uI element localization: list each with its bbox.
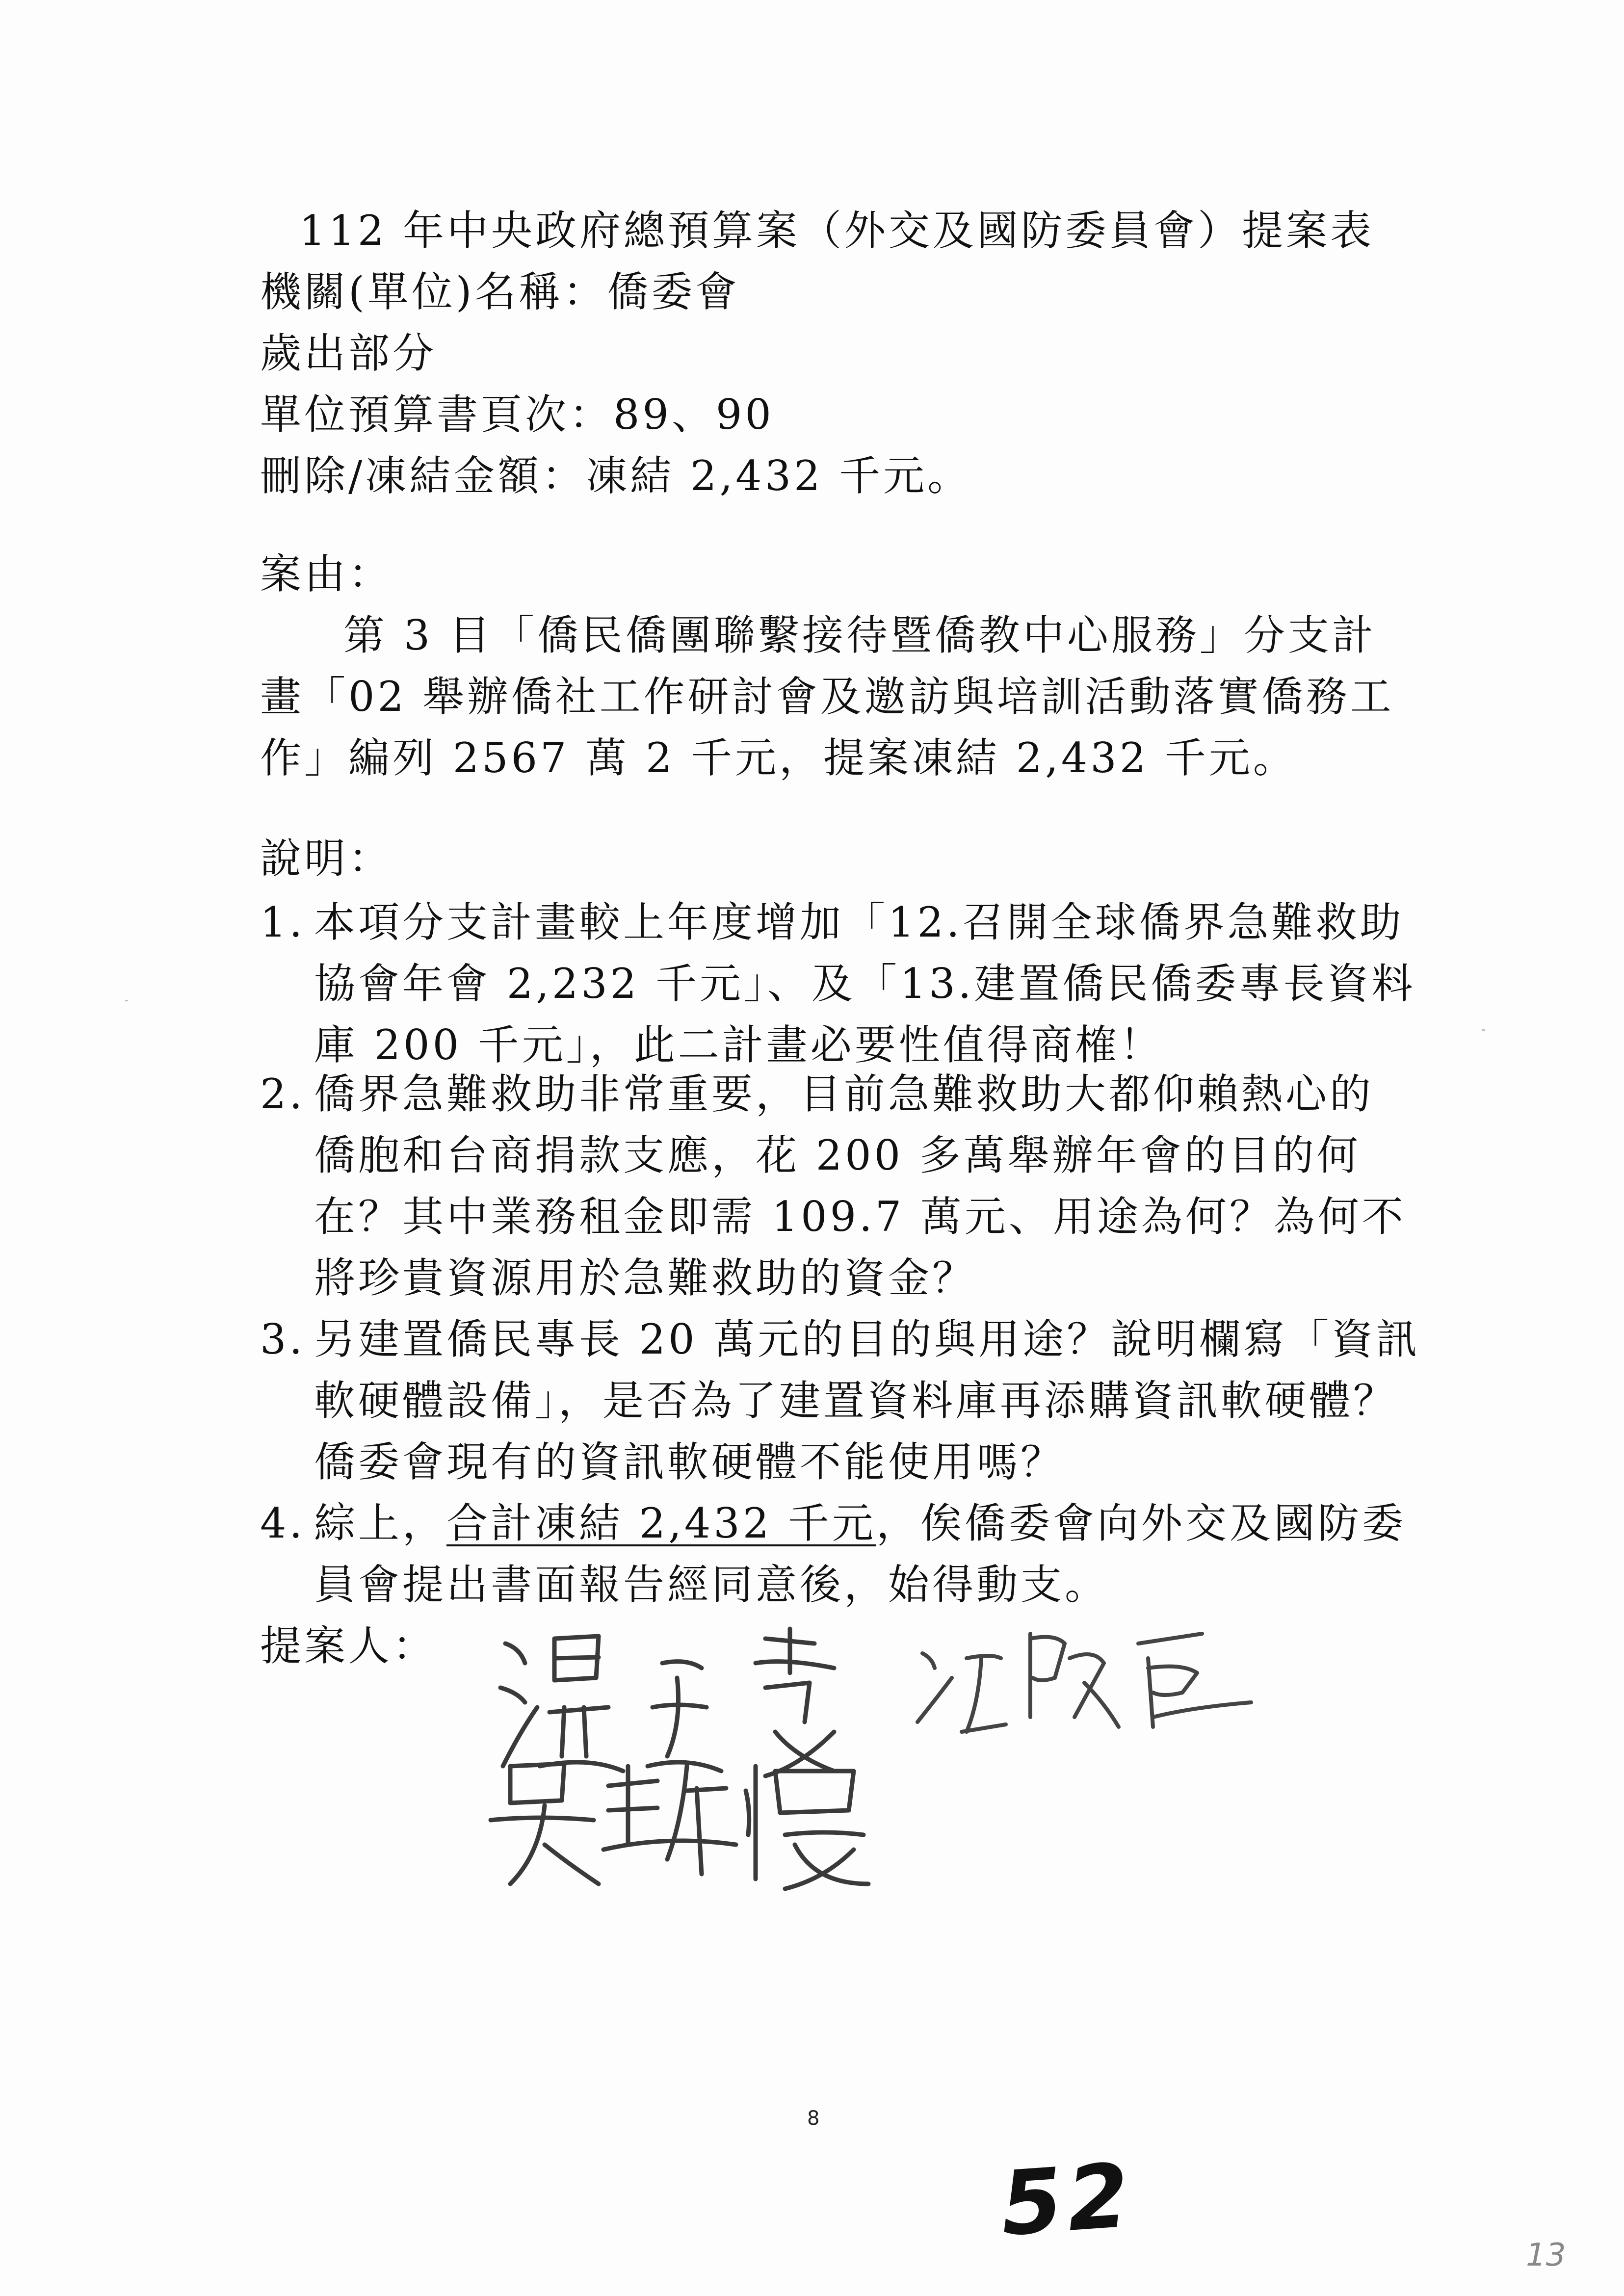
item-2-number: 2.: [260, 1070, 306, 1118]
item-1-number: 1.: [260, 898, 306, 946]
section-label: 歲出部分: [260, 329, 437, 377]
signature-2: [908, 1604, 1261, 1751]
corner-number: 13: [1526, 2237, 1566, 2273]
handwritten-number: 52: [997, 2144, 1137, 2256]
reason-line-1: 第 3 目「僑民僑團聯繫接待暨僑教中心服務」分支計: [343, 611, 1376, 659]
scan-speck: [1482, 1029, 1485, 1031]
item-4-line-1: [314, 1499, 1406, 1548]
item-3-line-2: 軟硬體設備」，是否為了建置資料庫再添購資訊軟硬體？: [314, 1377, 1398, 1425]
proposer-label: 提案人：: [260, 1622, 437, 1670]
item-1-line-1: 本項分支計畫較上年度增加「12.召開全球僑界急難救助: [314, 898, 1404, 946]
item-3-number: 3.: [260, 1315, 306, 1363]
item-1-line-2: 協會年會 2,232 千元」、及「13.建置僑民僑委專長資料: [314, 960, 1416, 1008]
item-2-line-2: 僑胞和台商捐款支應，花 200 多萬舉辦年會的目的何: [314, 1131, 1361, 1179]
reason-line-3: 作」編列 2567 萬 2 千元，提案凍結 2,432 千元。: [260, 734, 1297, 782]
item-4-suffix: ，俟僑委會向外交及國防委: [876, 1499, 1406, 1547]
item-4-underlined-total: 合計凍結 2,432 千元: [446, 1499, 876, 1547]
item-4-prefix: 綜上，: [314, 1499, 447, 1547]
item-3-line-1: 另建置僑民專長 20 萬元的目的與用途？說明欄寫「資訊: [314, 1315, 1420, 1363]
budget-pages: 單位預算書頁次：89、90: [260, 391, 774, 439]
item-4-line-2: 員會提出書面報告經同意後，始得動支。: [314, 1561, 1109, 1609]
reason-heading: 案由：: [260, 550, 393, 598]
item-4-number: 4.: [260, 1499, 306, 1547]
reason-line-2: 畫「02 舉辦僑社工作研討會及邀訪與培訓活動落實僑務工: [260, 673, 1394, 721]
page-number: 8: [807, 2107, 820, 2130]
item-3-line-3: 僑委會現有的資訊軟硬體不能使用嗎？: [314, 1438, 1065, 1486]
item-2-line-3: 在？其中業務租金即需 109.7 萬元、用途為何？為何不: [314, 1193, 1406, 1241]
signature-3: [481, 1747, 883, 1894]
scan-speck: [125, 1000, 128, 1001]
agency-name: 機關(單位)名稱：僑委會: [260, 268, 740, 316]
freeze-amount: 刪除/凍結金額：凍結 2,432 千元。: [260, 452, 972, 500]
item-2-line-1: 僑界急難救助非常重要，目前急難救助大都仰賴熱心的: [314, 1070, 1374, 1118]
document-title: 112 年中央政府總預算案（外交及國防委員會）提案表: [299, 207, 1375, 255]
item-2-line-4: 將珍貴資源用於急難救助的資金？: [314, 1254, 977, 1302]
explanation-heading: 說明：: [260, 835, 393, 883]
item-1-line-3: 庫 200 千元」，此二計畫必要性值得商榷！: [314, 1021, 1164, 1069]
